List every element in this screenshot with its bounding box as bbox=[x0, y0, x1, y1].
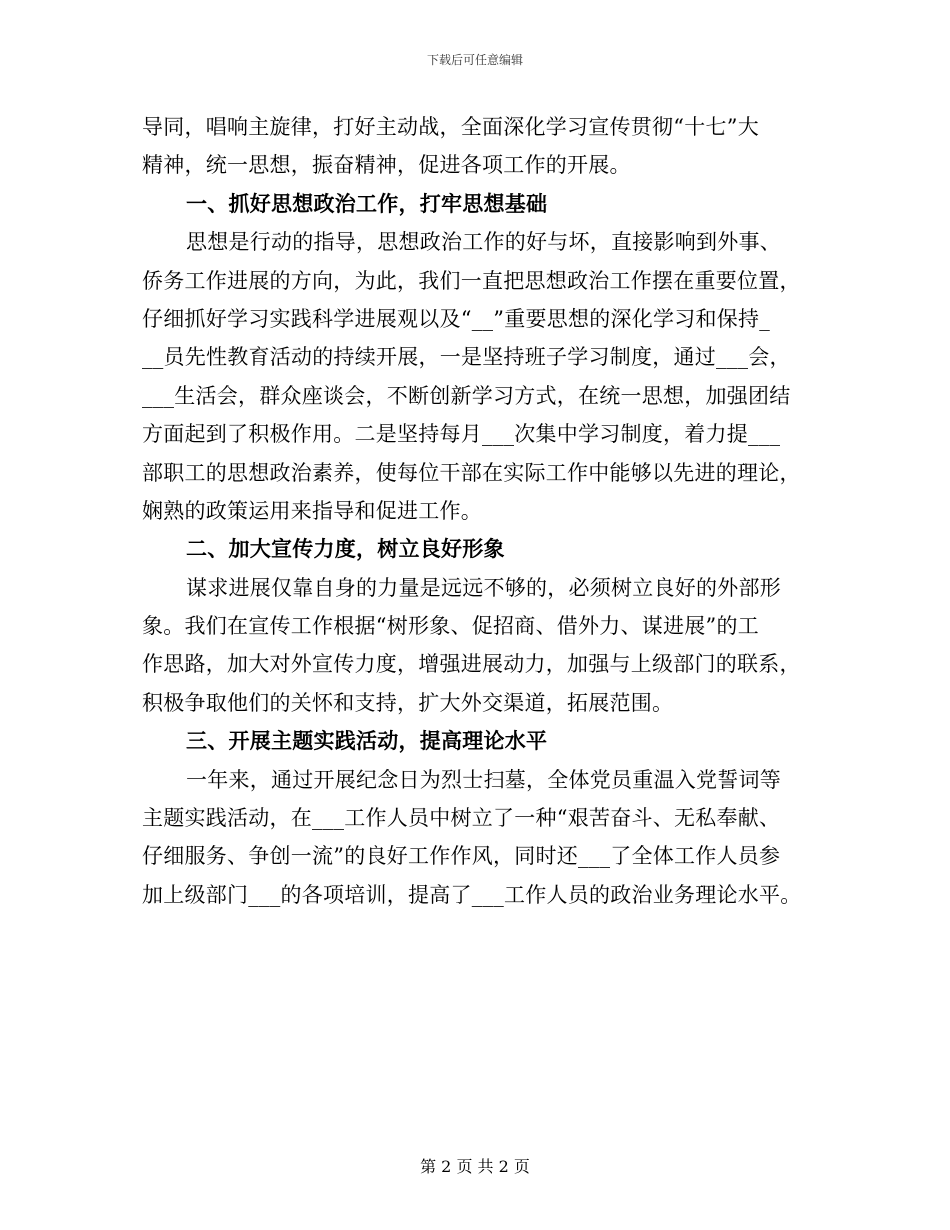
paragraph-line: 部职工的思想政治素养，使每位干部在实际工作中能够以先进的理论， bbox=[142, 460, 801, 485]
section-heading-1: 一、抓好思想政治工作，打牢思想基础 bbox=[186, 190, 548, 216]
page-number: 第 2 页 共 2 页 bbox=[420, 1157, 530, 1176]
paragraph-line: ___生活会，群众座谈会，不断创新学习方式，在统一思想，加强团结 bbox=[142, 383, 791, 408]
paragraph-line: 仔细服务、争创一流”的良好工作作风，同时还___了全体工作人员参 bbox=[142, 844, 781, 869]
paragraph-line: 仔细抓好学习实践科学进展观以及“__”重要思想的深化学习和保持_ bbox=[142, 306, 770, 331]
page-header: 下载后可任意编辑 bbox=[426, 53, 523, 67]
paragraph-line: 方面起到了积极作用。二是坚持每月___次集中学习制度，着力提___ bbox=[142, 422, 781, 447]
paragraph-line: 精神，统一思想，振奋精神，促进各项工作的开展。 bbox=[142, 153, 631, 178]
paragraph-line: 作思路，加大对外宣传力度，增强进展动力，加强与上级部门的联系， bbox=[142, 652, 801, 677]
paragraph-line: 主题实践活动，在___工作人员中树立了一种“艰苦奋斗、无私奉献、 bbox=[142, 806, 781, 831]
section-heading-2: 二、加大宣传力度，树立良好形象 bbox=[186, 536, 505, 562]
paragraph-line: 导同，唱响主旋律，打好主动战，全面深化学习宣传贯彻“十七”大 bbox=[142, 115, 759, 139]
paragraph-line: 象。我们在宣传工作根据“树形象、促招商、借外力、谋进展”的工 bbox=[142, 614, 759, 639]
paragraph-line: 一年来，通过开展纪念日为烈士扫墓，全体党员重温入党誓词等 bbox=[186, 767, 781, 792]
paragraph-line: 积极争取他们的关怀和支持，扩大外交渠道，拓展范围。 bbox=[142, 690, 674, 715]
document-body bbox=[142, 108, 808, 914]
paragraph-line: __员先性教育活动的持续开展，一是坚持班子学习制度，通过___会， bbox=[142, 345, 791, 370]
paragraph-line: 侨务工作进展的方向，为此，我们一直把思想政治工作摆在重要位置， bbox=[142, 268, 801, 293]
paragraph-line: 娴熟的政策运用来指导和促进工作。 bbox=[142, 498, 482, 523]
paragraph-line: 谋求进展仅靠自身的力量是远远不够的，必须树立良好的外部形 bbox=[186, 575, 781, 600]
paragraph-line: 加上级部门___的各项培训，提高了___工作人员的政治业务理论水平。 bbox=[142, 882, 802, 907]
section-heading-3: 三、开展主题实践活动，提高理论水平 bbox=[186, 728, 548, 754]
paragraph-line: 思想是行动的指导，思想政治工作的好与坏，直接影响到外事、 bbox=[186, 230, 781, 255]
